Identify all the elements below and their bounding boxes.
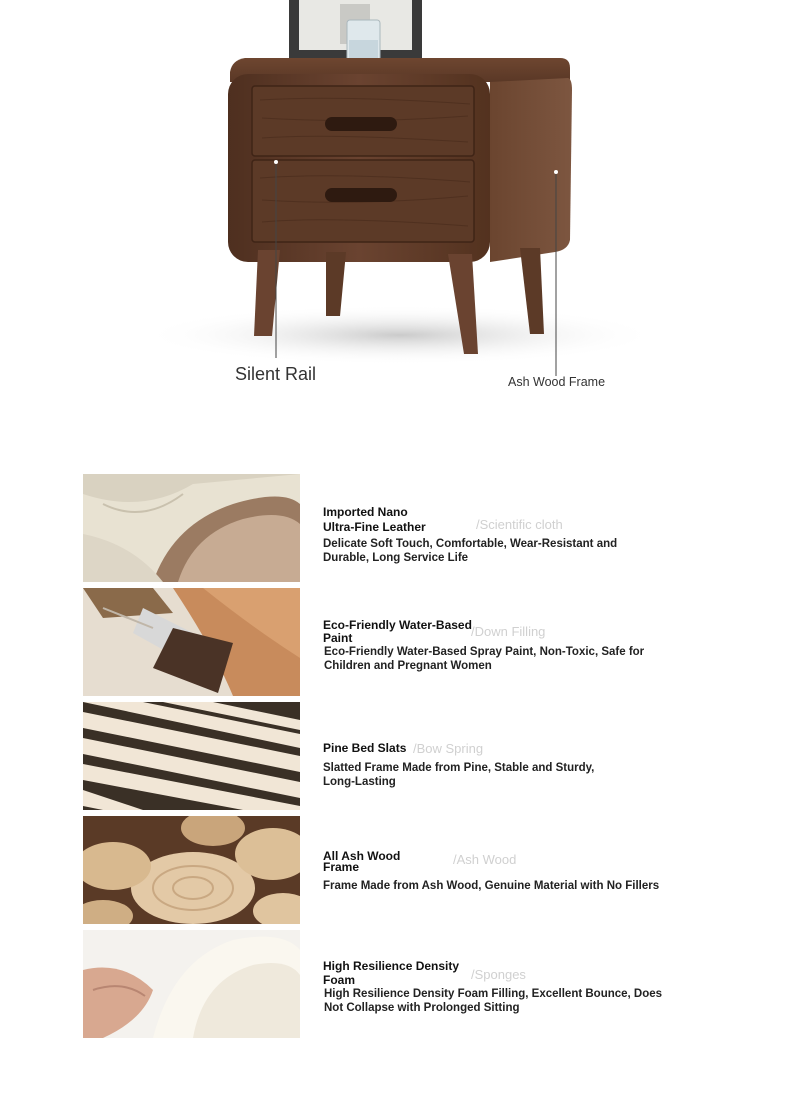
feature-paint: [83, 588, 703, 696]
feature-subtitle: /Scientific cloth: [476, 517, 563, 532]
feature-subtitle: /Ash Wood: [453, 852, 517, 867]
feature-subtitle: /Sponges: [471, 967, 526, 982]
feature-description: Frame Made from Ash Wood, Genuine Material with No Fillers: [323, 880, 660, 892]
feature-title: High Resilience Density Foam: [323, 959, 460, 987]
silent-rail-label: Silent Rail: [235, 364, 317, 384]
ash-wood-frame-label: Ash Wood Frame: [508, 375, 606, 389]
feature-title: Eco-Friendly Water-Based Paint: [323, 618, 472, 645]
feature-foam: [83, 930, 703, 1038]
leather-image: [83, 474, 300, 582]
bed-slats-image: [83, 702, 300, 810]
nightstand-image: [0, 0, 790, 440]
paint-brush-image: [83, 588, 300, 696]
feature-title: Imported Nano Ultra-Fine Leather: [323, 505, 426, 534]
feature-leather: [83, 474, 703, 582]
feature-ash-wood: [83, 816, 703, 924]
feature-title: Pine Bed Slats: [323, 741, 407, 755]
feature-description: Slatted Frame Made from Pine, Stable and Sturdy, Long-Lasting: [323, 762, 595, 788]
foam-image: [83, 930, 300, 1038]
feature-title: All Ash Wood Frame: [323, 849, 401, 874]
feature-description: High Resilience Density Foam Filling, Excellent Bounce, Does Not Collapse with Prolonged Sitting: [324, 988, 663, 1014]
wood-logs-image: [83, 816, 300, 924]
feature-description: Delicate Soft Touch, Comfortable, Wear-Resistant and Durable, Long Service Life: [323, 538, 618, 564]
product-hero: [0, 0, 790, 440]
feature-subtitle: /Down Filling: [471, 624, 546, 639]
feature-description: Eco-Friendly Water-Based Spray Paint, Non-Toxic, Safe for Children and Pregnant Women: [324, 646, 645, 672]
feature-slats: [83, 702, 703, 810]
feature-subtitle: /Bow Spring: [413, 741, 484, 756]
